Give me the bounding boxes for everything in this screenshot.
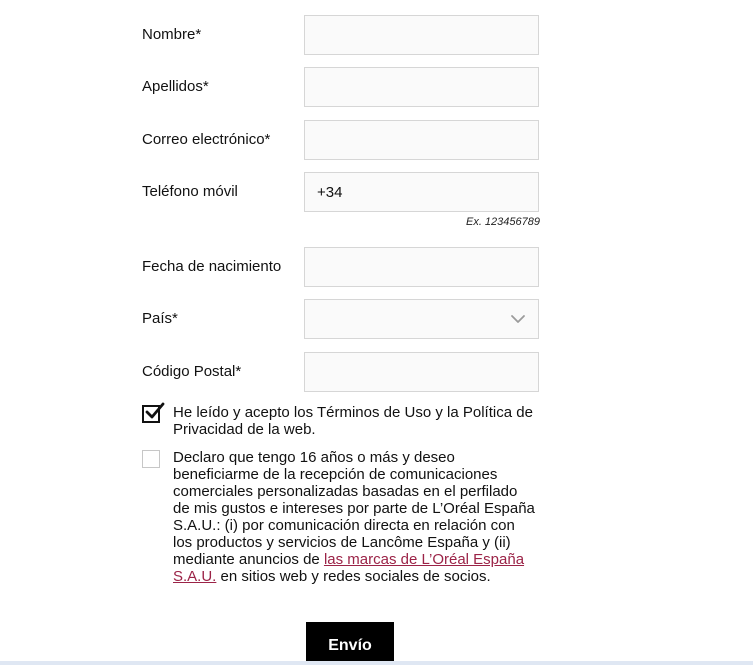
- birth-date-row: [142, 247, 539, 287]
- terms-consent: [142, 405, 542, 439]
- postal-code-input[interactable]: [305, 353, 538, 391]
- country-row: [142, 299, 539, 339]
- first-name-input[interactable]: [305, 16, 538, 54]
- first-name-field[interactable]: [304, 15, 539, 55]
- email-input[interactable]: [305, 121, 538, 159]
- last-name-row: [142, 67, 539, 107]
- loreal-brands-link[interactable]: las marcas de L’Oréal España S.A.U.: [173, 551, 525, 585]
- birth-date-field[interactable]: [304, 247, 539, 287]
- mobile-phone-label: Teléfono móvil: [142, 183, 238, 200]
- last-name-field[interactable]: [304, 67, 539, 107]
- country-label: País*: [142, 310, 178, 327]
- marketing-consent-text: [173, 449, 538, 585]
- birth-date-label: Fecha de nacimiento: [142, 258, 282, 275]
- terms-checkbox[interactable]: [142, 405, 160, 423]
- marketing-checkbox[interactable]: [142, 450, 160, 468]
- last-name-input[interactable]: [305, 68, 538, 106]
- country-select[interactable]: [304, 299, 539, 339]
- terms-consent-text: He leído y acepto los Términos de Uso y la Política de Privacidad de la web.: [173, 404, 533, 438]
- submit-button[interactable]: Envío: [306, 622, 394, 665]
- mobile-phone-hint: Ex. 123456789: [465, 216, 540, 228]
- mobile-phone-row: [142, 172, 539, 212]
- mobile-phone-input[interactable]: [305, 173, 538, 211]
- marketing-consent: [142, 450, 542, 600]
- postal-code-row: [142, 352, 539, 392]
- first-name-row: [142, 15, 539, 55]
- chevron-down-icon[interactable]: [510, 313, 526, 325]
- marketing-consent-text-before-link: Declaro que tengo 16 años o más y deseo beneficiarme de la recepción de comunicaciones comerciales personalizadas basadas en el perfilado de mis gustos e intereses por parte de L’Oréal España S.A.U.: (i) por comunicación directa en relación con los productos y servicios de Lancôme España y (ii) mediante anuncios de: [173, 449, 535, 568]
- email-label: Correo electrónico*: [142, 131, 271, 148]
- postal-code-label: Código Postal*: [142, 363, 242, 380]
- postal-code-field[interactable]: [304, 352, 539, 392]
- email-row: [142, 120, 539, 160]
- marketing-consent-text-after-link: en sitios web y redes sociales de socios.: [216, 568, 491, 585]
- email-field[interactable]: [304, 120, 539, 160]
- first-name-label: Nombre*: [142, 26, 202, 43]
- mobile-phone-field[interactable]: [304, 172, 539, 212]
- birth-date-input[interactable]: [305, 248, 538, 286]
- bottom-divider: [0, 661, 753, 665]
- checkmark-icon: [145, 402, 165, 422]
- last-name-label: Apellidos*: [142, 78, 209, 95]
- country-selected-value[interactable]: [305, 300, 538, 338]
